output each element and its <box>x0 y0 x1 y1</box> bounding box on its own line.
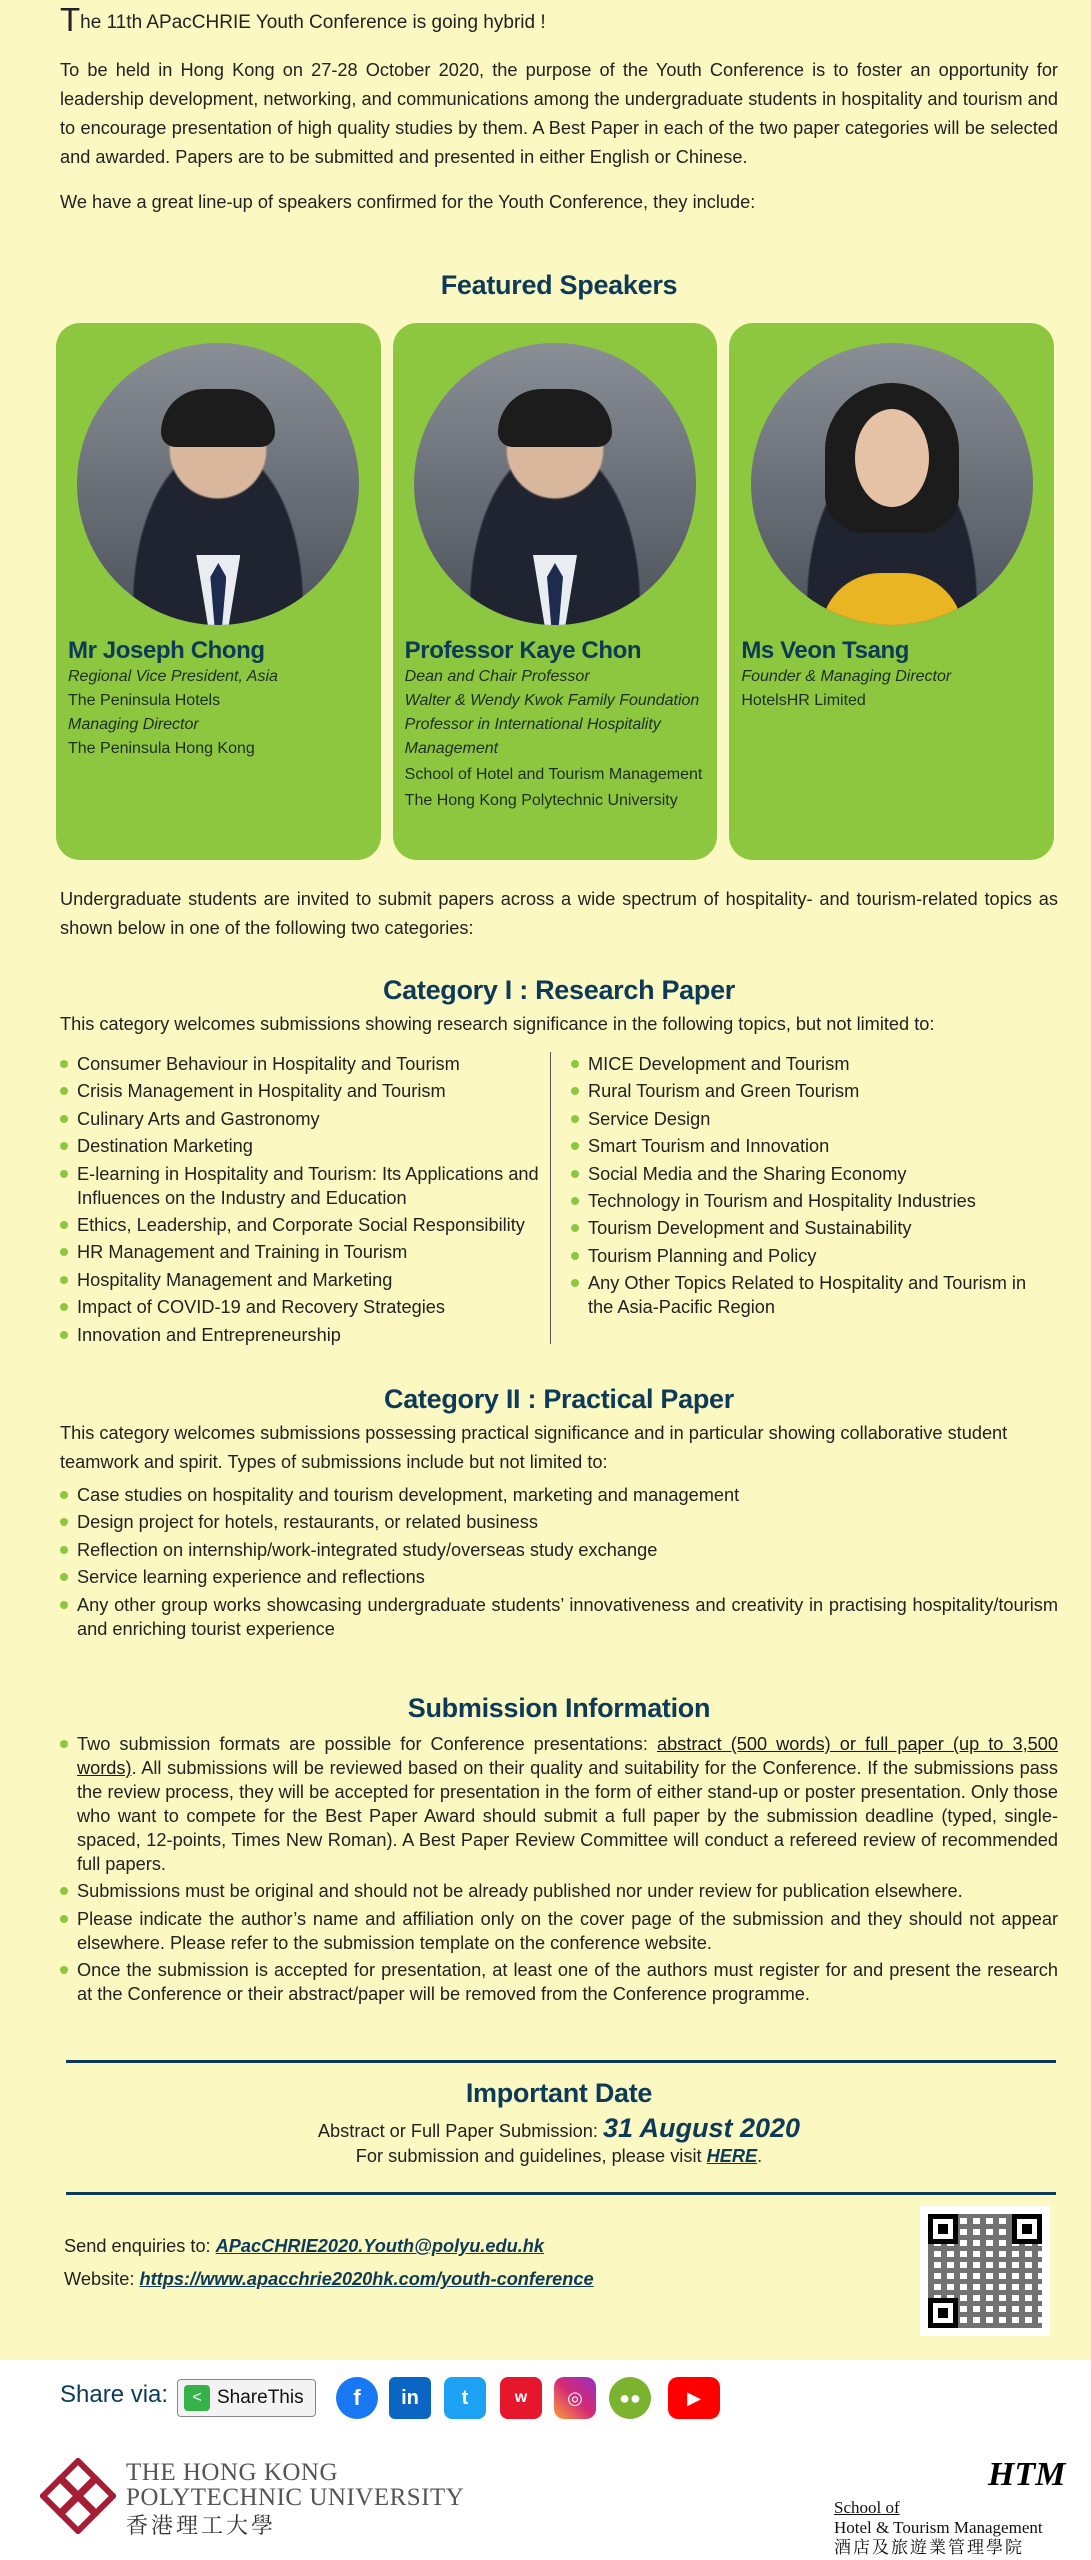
website-link[interactable]: https://www.apacchrie2020hk.com/youth-conference <box>139 2269 594 2289</box>
cat1-lead: This category welcomes submissions showing research significance in the following topics, but not limited to: <box>60 1014 935 1034</box>
htm-name: School of Hotel & Tourism Management 酒店及旅遊業管理學院 <box>834 2498 1043 2557</box>
submission-list <box>60 1732 1058 2006</box>
polyu-name: THE HONG KONG POLYTECHNIC UNIVERSITY 香港理工大學 <box>126 2459 465 2538</box>
speaker-card <box>56 323 381 860</box>
speaker-title: Managing Director <box>68 716 199 733</box>
format-link[interactable]: abstract (500 words) or full paper (up to 3,500 words) <box>77 1734 1058 1778</box>
intro-heading: The 11th APacCHRIE Youth Conference is going hybrid ! <box>60 1 546 38</box>
divider-bottom <box>66 2192 1056 2195</box>
speaker-photo <box>751 343 1033 625</box>
speaker-photo <box>77 343 359 625</box>
sharethis-button[interactable]: < ShareThis <box>177 2379 316 2417</box>
enquiry-line: Send enquiries to: APacCHRIE2020.Youth@polyu.edu.hk <box>64 2236 545 2256</box>
list-item: Case studies on hospitality and tourism development, marketing and management <box>60 1483 1058 1507</box>
instagram-icon[interactable]: ◎ <box>554 2377 596 2419</box>
list-item: Service Design <box>571 1107 1055 1131</box>
list-item: Reflection on internship/work-integrated study/overseas study exchange <box>60 1538 1058 1562</box>
website-line: Website: https://www.apacchrie2020hk.com/youth-conference <box>64 2269 594 2289</box>
speaker-name: Ms Veon Tsang <box>741 637 910 664</box>
share-bar <box>0 2360 1091 2438</box>
cat2-title: Category II : Practical Paper <box>384 1384 734 1414</box>
list-item: Smart Tourism and Innovation <box>571 1134 1055 1158</box>
speaker-org: The Peninsula Hotels <box>68 692 221 709</box>
featured-speakers-title: Featured Speakers <box>440 270 678 300</box>
list-item: Submissions must be original and should not be already published nor under review for publication elsewhere. <box>60 1879 1058 1903</box>
linkedin-icon[interactable]: in <box>389 2377 431 2419</box>
wechat-icon[interactable]: ●● <box>609 2377 651 2419</box>
featured-speakers-title-wrap <box>60 270 1058 301</box>
list-item: Any Other Topics Related to Hospitality and Tourism in the Asia-Pacific Region <box>571 1271 1055 1319</box>
cat2-lead: This category welcomes submissions possessing practical significance and in particular showing collaborative student teamwork and spirit. Types of submissions include but not limited to: <box>60 1423 1008 1472</box>
cat1-topics <box>60 1052 1058 1350</box>
intro-paragraph: To be held in Hong Kong on 27-28 October 2020, the purpose of the Youth Conference is to foster an opportunity for leadership development, networking, and communications among the undergraduate students in hospitality and tourism and to encourage presentation of high quality studies by them. A Best Paper in each of the two paper categories will be selected and awarded. Papers are to be submitted and presented in either English or Chinese. <box>60 60 1058 167</box>
important-date-title: Important Date <box>465 2078 653 2108</box>
list-item: Ethics, Leadership, and Corporate Social Responsibility <box>60 1213 550 1237</box>
important-date-section <box>60 2078 1058 2167</box>
list-item: Any other group works showcasing undergraduate students’ innovativeness and creativity in practising hospitality/tourism and enriching tourist experience <box>60 1593 1058 1641</box>
speaker-org: HotelsHR Limited <box>741 692 866 709</box>
speaker-cards <box>56 323 1054 860</box>
speaker-title: Regional Vice President, Asia <box>68 668 278 685</box>
list-item: Innovation and Entrepreneurship <box>60 1323 550 1347</box>
cat1-title: Category I : Research Paper <box>382 975 736 1005</box>
deadline-date: 31 August 2020 <box>602 2113 801 2143</box>
categories-intro-wrap <box>60 885 1058 943</box>
divider-top <box>66 2060 1056 2063</box>
cat1-left-list <box>60 1052 550 1347</box>
list-item: Tourism Development and Sustainability <box>571 1216 1055 1240</box>
speaker-org: The Peninsula Hong Kong <box>68 740 255 757</box>
contact-section <box>64 2236 1062 2290</box>
here-link[interactable]: HERE <box>706 2146 758 2166</box>
speaker-title: Walter & Wendy Kwok Family Foundation Professor in International Hospitality Management <box>404 692 700 757</box>
speaker-card <box>729 323 1054 860</box>
list-item: Culinary Arts and Gastronomy <box>60 1107 550 1131</box>
footer <box>0 2438 1091 2560</box>
polyu-logo <box>40 2458 116 2534</box>
cat2-list <box>60 1483 1058 1641</box>
weibo-icon[interactable]: w <box>500 2377 542 2419</box>
speaker-name: Mr Joseph Chong <box>68 637 265 664</box>
guidelines-line: For submission and guidelines, please visit HERE. <box>355 2146 763 2166</box>
htm-logo: HTM <box>988 2456 1066 2493</box>
list-item: Please indicate the author’s name and affiliation only on the cover page of the submission and they should not appear elsewhere. Please refer to the submission template on the conference website. <box>60 1907 1058 1955</box>
list-item: MICE Development and Tourism <box>571 1052 1055 1076</box>
list-item: Technology in Tourism and Hospitality Industries <box>571 1189 1055 1213</box>
cat2-section <box>60 1384 1058 1644</box>
list-item: Consumer Behaviour in Hospitality and Tourism <box>60 1052 550 1076</box>
speaker-title: Dean and Chair Professor <box>404 668 590 685</box>
cat1-header <box>60 975 1058 1039</box>
youtube-icon[interactable]: ▶ <box>668 2377 720 2419</box>
list-item: Tourism Planning and Policy <box>571 1244 1055 1268</box>
list-item: Two submission formats are possible for Conference presentations: abstract (500 words) or full paper (up to 3,500 words). All submissions will be reviewed based on their quality and suitability for the Conference. If the submissions pass the review process, they will be accepted for presentation in the form of either stand-up or poster presentation. Only those who want to compete for the Best Paper Award should submit a full paper by the submission deadline (typed, single-spaced, 12-points, Times New Roman). A Best Paper Review Committee will conduct a refereed review of recommended full papers. <box>60 1732 1058 1876</box>
column-divider <box>550 1052 551 1344</box>
speaker-org: The Hong Kong Polytechnic University <box>404 792 678 809</box>
speaker-title: Founder & Managing Director <box>741 668 952 685</box>
list-item: Service learning experience and reflections <box>60 1565 1058 1589</box>
cat1-right-list <box>571 1052 1055 1319</box>
qr-code <box>920 2206 1050 2336</box>
lineup-text: We have a great line-up of speakers confirmed for the Youth Conference, they include: <box>60 192 756 212</box>
speaker-name: Professor Kaye Chon <box>404 637 642 664</box>
list-item: Destination Marketing <box>60 1134 550 1158</box>
deadline-line: Abstract or Full Paper Submission: 31 August 2020 <box>317 2113 801 2143</box>
intro-section <box>60 1 1058 217</box>
list-item: Rural Tourism and Green Tourism <box>571 1079 1055 1103</box>
list-item: Hospitality Management and Marketing <box>60 1268 550 1292</box>
share-icon: < <box>184 2385 210 2411</box>
share-label: Share via: <box>60 2381 169 2408</box>
list-item: Once the submission is accepted for presentation, at least one of the authors must register for and present the research at the Conference or their abstract/paper will be removed from the Conference programme. <box>60 1958 1058 2006</box>
categories-intro: Undergraduate students are invited to submit papers across a wide spectrum of hospitality- and tourism-related topics as shown below in one of the following two categories: <box>60 889 1058 938</box>
twitter-icon[interactable]: t <box>444 2377 486 2419</box>
facebook-icon[interactable]: f <box>336 2377 378 2419</box>
list-item: E-learning in Hospitality and Tourism: Its Applications and Influences on the Industry and Education <box>60 1162 550 1210</box>
speaker-card <box>393 323 718 860</box>
submission-section <box>60 1693 1058 2010</box>
speaker-photo <box>414 343 696 625</box>
submission-title: Submission Information <box>407 1693 711 1723</box>
speaker-org: School of Hotel and Tourism Management <box>404 766 703 783</box>
list-item: Social Media and the Sharing Economy <box>571 1162 1055 1186</box>
email-link[interactable]: APacCHRIE2020.Youth@polyu.edu.hk <box>215 2236 545 2256</box>
list-item: Crisis Management in Hospitality and Tourism <box>60 1079 550 1103</box>
list-item: HR Management and Training in Tourism <box>60 1240 550 1264</box>
list-item: Impact of COVID-19 and Recovery Strategies <box>60 1295 550 1319</box>
list-item: Design project for hotels, restaurants, or related business <box>60 1510 1058 1534</box>
